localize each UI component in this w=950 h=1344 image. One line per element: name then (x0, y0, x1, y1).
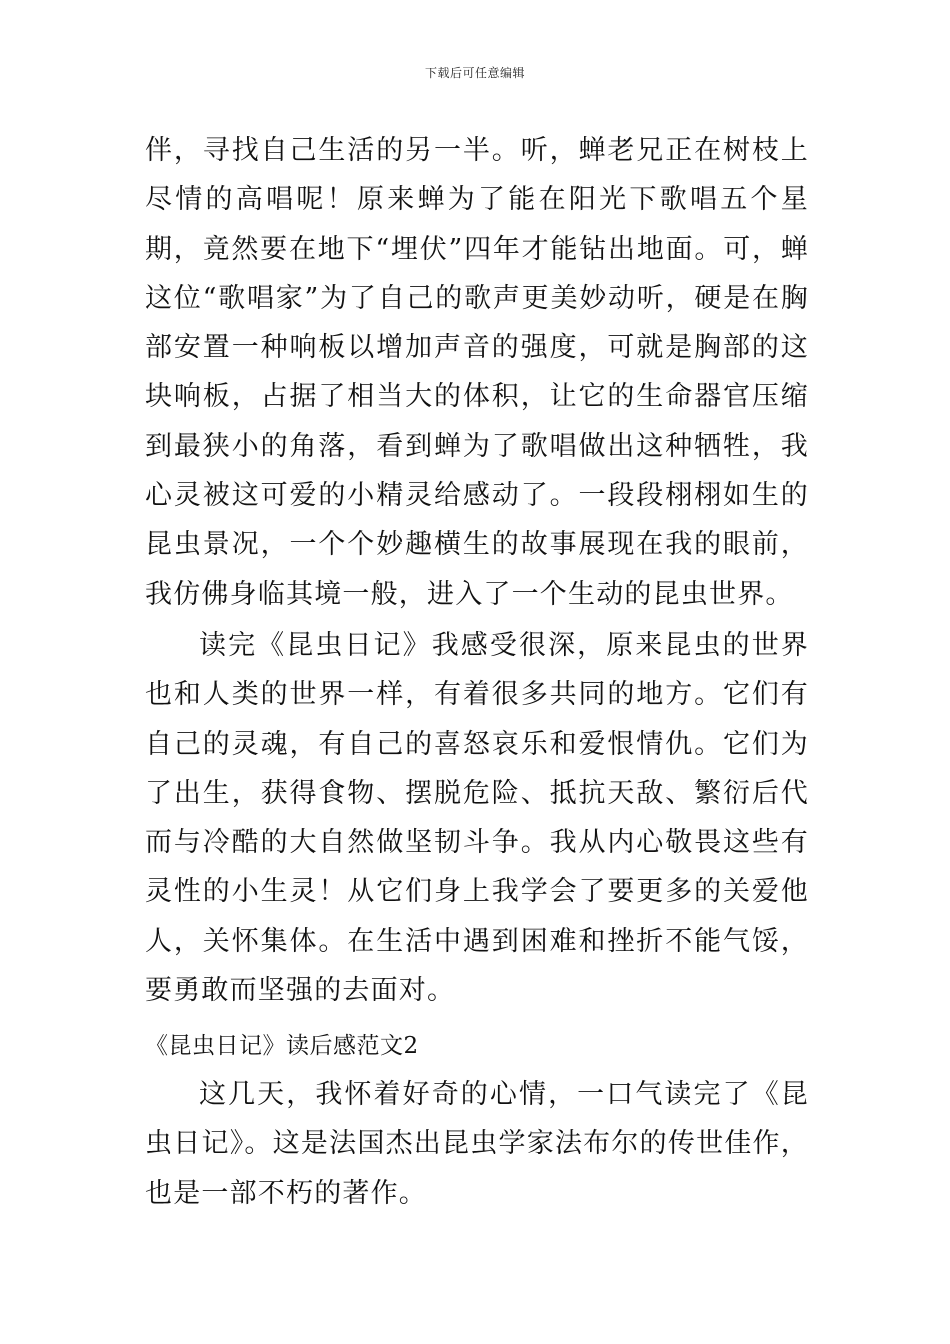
paragraph-2-text: 读完《昆虫日记》我感受很深，原来昆虫的世界也和人类的世界一样，有着很多共同的地方。它们有自己的灵魂，有自己的喜怒哀乐和爱恨情仇。它们为了出生，获得食物、摆脱危险、抵抗天敌、繁衍后代而与冷酷的大自然做坚韧斗争。我从内心敬畏这些有灵性的小生灵！从它们身上我学会了要更多的关爱他人，关怀集体。在生活中遇到困难和挫折不能气馁，要勇敢而坚强的去面对。 (145, 630, 809, 1007)
paragraph-3 (145, 1070, 809, 1218)
page-header: 下载后可任意编辑 (424, 66, 525, 80)
paragraph-1-text: 伴，寻找自己生活的另一半。听，蝉老兄正在树枝上尽情的高唱呢！原来蝉为了能在阳光下歌唱五个星期，竟然要在地下“埋伏”四年才能钻出地面。可，蝉这位“歌唱家”为了自己的歌声更美妙动听，硬是在胸部安置一种响板以增加声音的强度，可就是胸部的这块响板，占据了相当大的体积，让它的生命器官压缩到最狭小的角落，看到蝉为了歌唱做出这种牺牲，我心灵被这可爱的小精灵给感动了。一段段栩栩如生的昆虫景况，一个个妙趣横生的故事展现在我的眼前，我仿佛身临其境一般，进入了一个生动的昆虫世界。 (145, 135, 809, 610)
paragraph-3-text: 这几天，我怀着好奇的心情，一口气读完了《昆虫日记》。这是法国杰出昆虫学家法布尔的传世佳作，也是一部不朽的著作。 (145, 1079, 809, 1209)
section-heading: 《昆虫日记》读后感范文2 (145, 1033, 419, 1059)
paragraph-2 (145, 621, 809, 1015)
paragraph-1 (145, 126, 809, 619)
